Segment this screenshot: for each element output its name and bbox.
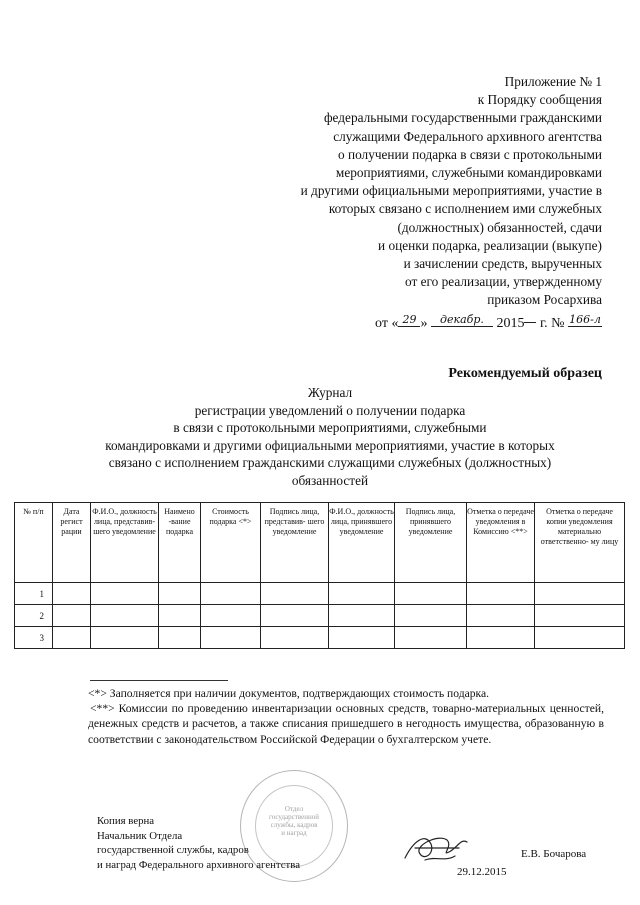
appendix-line: (должностных) обязанностей, сдачи [397,219,602,235]
table-cell [159,605,201,627]
table-cell [535,605,625,627]
order-number-label: г. № [539,316,565,331]
copy-certification [97,814,300,872]
table-cell [467,583,535,605]
order-year: 2015 [496,316,525,331]
order-from: от « [375,316,399,331]
copy-line: Копия верна [97,815,155,827]
row-number: 1 [15,583,53,605]
appendix-line: к Порядку сообщения [477,92,602,108]
column-header: № п/п [15,503,53,583]
table-cell [201,583,261,605]
copy-line: и наград Федерального архивного агентства [97,858,301,871]
journal-title-line: регистрации уведомлений о получении подарка [194,402,466,418]
row-number: 2 [15,605,53,627]
order-close-quote: » [420,316,428,331]
journal-title-line: командировками и другими официальными мероприятиями, участие в которых [105,437,555,453]
copy-line: государственной службы, кадров [97,844,249,856]
table-header-row [15,503,625,583]
column-header: Отметка о передаче копии уведомления материально ответственно- му лицу [535,503,625,583]
signature-date: 29.12.2015 [457,866,507,878]
seal-text: Отдел государственной службы, кадров и наград [269,805,319,837]
journal-title-line: обязанностей [291,472,369,488]
table-row [15,583,625,605]
table-cell [467,627,535,649]
journal-title-line: Журнал [307,385,353,400]
appendix-line: федеральными государственными гражданскими [323,110,602,126]
table-cell [395,627,467,649]
table-cell [159,583,201,605]
appendix-line: мероприятиями, служебными командировками [335,165,602,181]
appendix-line: служащими Федерального архивного агентства [333,128,602,144]
order-day: 29 [398,314,420,327]
column-header: Подпись лица, представив- шего уведомление [261,503,329,583]
journal-title-line: связано с исполнением гражданскими служащими служебных (должностных) [108,455,552,470]
appendix-line: и зачислении средств, вырученных [403,256,602,272]
column-header: Стоимость подарка <*> [201,503,261,583]
table-cell [261,627,329,649]
table-cell [261,605,329,627]
appendix-line: которых связано с исполнением ими служебных [328,201,602,217]
recommended-sample-label: Рекомендуемый образец [448,366,602,381]
column-header: Ф.И.О., должность лица, принявшего уведомление [329,503,395,583]
signer-name: Е.В. Бочарова [521,848,587,860]
column-header: Отметка о передаче уведомления в Комиссию <**> [467,503,535,583]
appendix-line: о получении подарка в связи с протокольными [338,146,602,162]
footnotes [88,686,604,747]
table-cell [535,627,625,649]
order-year-blank [524,322,536,323]
appendix-line: приказом Росархива [487,292,602,308]
table-cell [261,583,329,605]
table-cell [329,605,395,627]
footnote-1: <*> Заполняется при наличии документов, подтверждающих стоимость подарка. [88,687,490,700]
journal-title [60,384,600,489]
appendix-line: Приложение № 1 [504,74,602,89]
column-header: Ф.И.О., должность лица, представив- шего уведомление [91,503,159,583]
table-cell [467,605,535,627]
handwritten-signature [395,822,475,868]
table-cell [91,605,159,627]
footnote-2: <**> Комиссии по проведению инвентаризации основных средств, товарно-материальных ценностей, денежных средств и расчетов, а также списания пришедшего в негодность имущества, образованную в соответствии с законодательством Российской Федерации о бухгалтерском учете. [88,702,604,746]
table-cell [159,627,201,649]
appendix-line: и другими официальными мероприятиями, участие в [300,183,602,199]
appendix-line: и оценки подарка, реализации (выкупе) [378,237,602,253]
table-cell [201,627,261,649]
order-date-number [375,313,602,332]
column-header: Наимено -вание подарка [159,503,201,583]
table-row [15,605,625,627]
table-cell [395,605,467,627]
table-cell [535,583,625,605]
table-cell [53,605,91,627]
order-month: декабр. [431,314,493,327]
footnote-divider [90,680,228,681]
journal-title-line: в связи с протокольными мероприятиями, служебными [173,420,487,435]
column-header: Подпись лица, принявшего уведомление [395,503,467,583]
row-number: 3 [15,627,53,649]
table-cell [329,583,395,605]
appendix-line: от его реализации, утвержденному [405,274,602,290]
table-row [15,627,625,649]
journal-table [14,502,625,649]
table-cell [329,627,395,649]
order-number: 166-л [569,313,601,326]
appendix-header [182,73,602,310]
table-cell [91,583,159,605]
table-cell [53,627,91,649]
table-cell [395,583,467,605]
column-header: Дата регист рации [53,503,91,583]
table-cell [53,583,91,605]
table-cell [201,605,261,627]
copy-line: Начальник Отдела [97,829,183,842]
table-cell [91,627,159,649]
